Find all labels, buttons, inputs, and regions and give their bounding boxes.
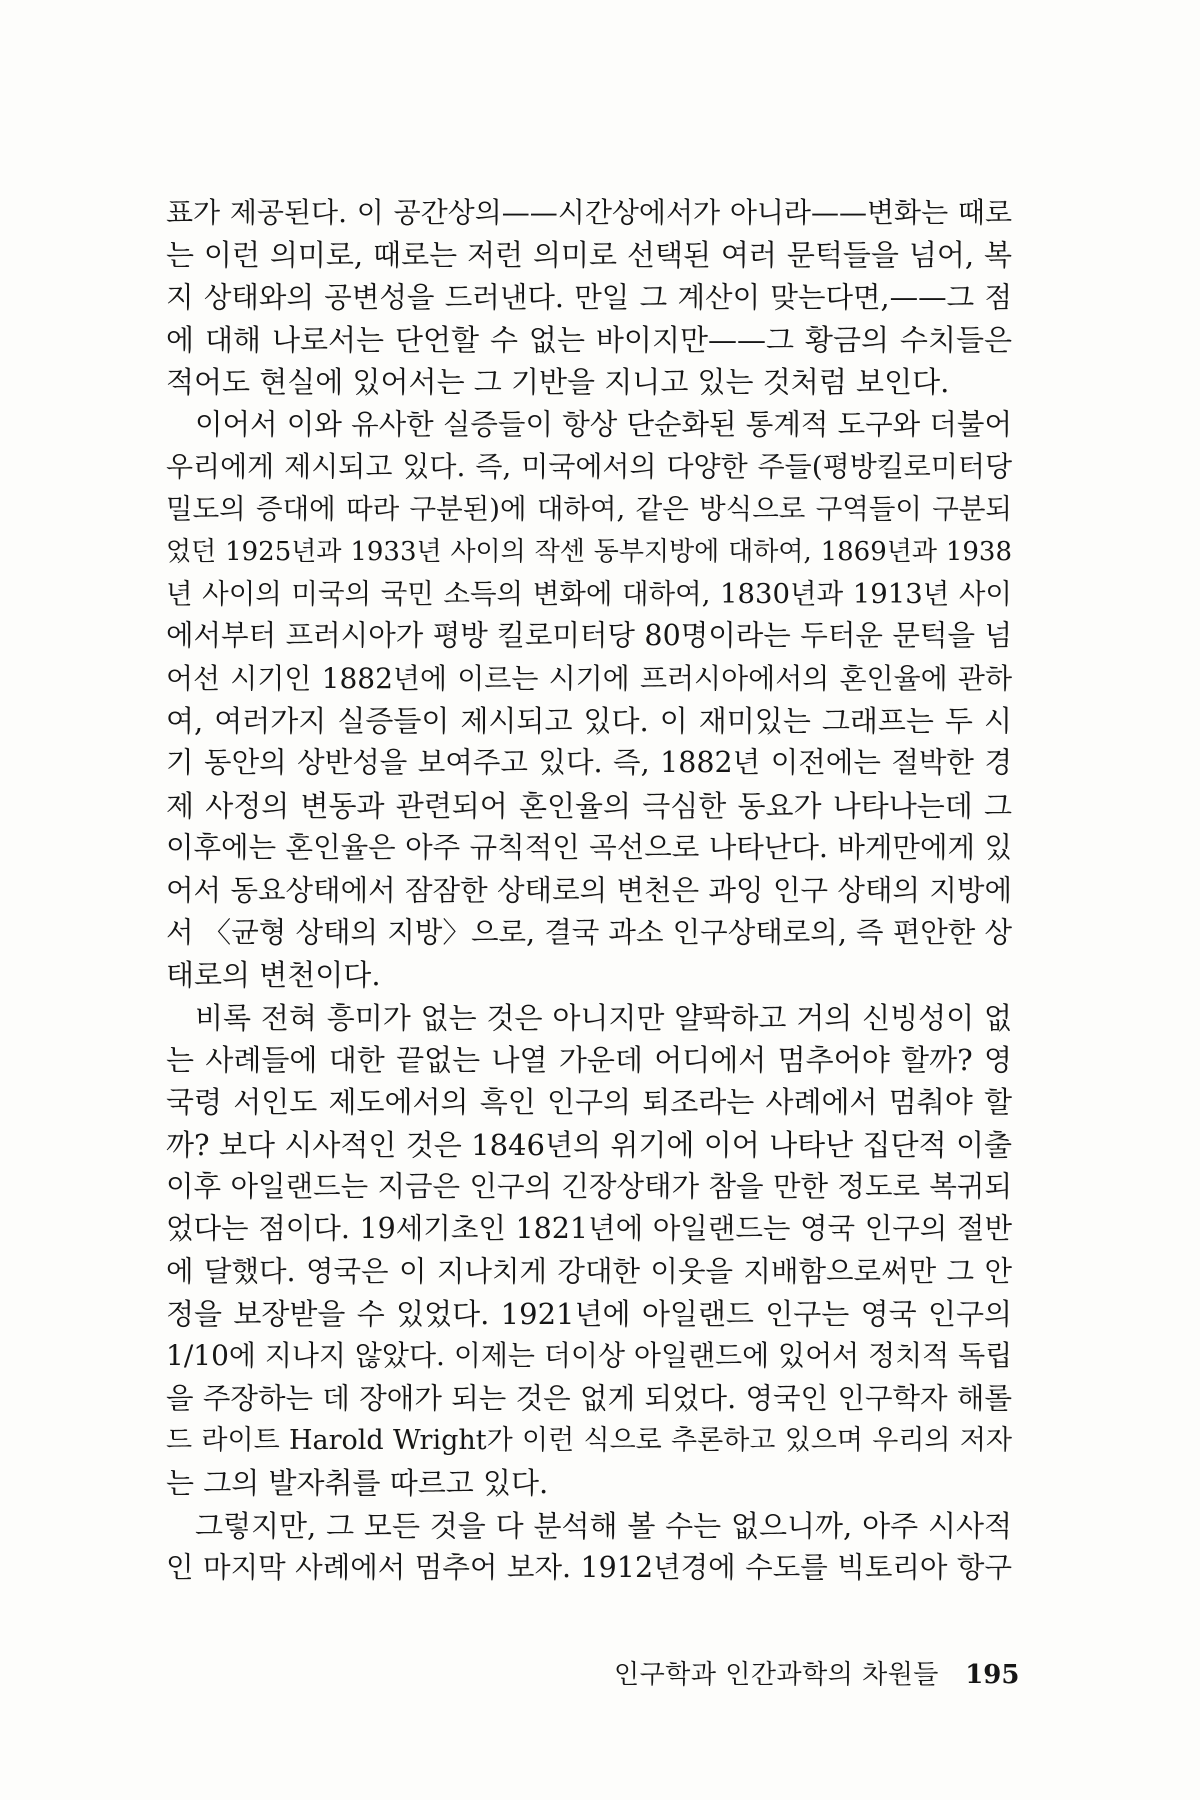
text-line: 밀도의 증대에 따라 구분된)에 대하여, 같은 방식으로 구역들이 구분되 — [166, 493, 1012, 526]
body-text — [166, 192, 1012, 1589]
text-line: 이후 아일랜드는 지금은 인구의 긴장상태가 참을 만한 정도로 복귀되 — [166, 1169, 1012, 1203]
text-line: 적어도 현실에 있어서는 그 기반을 지니고 있는 것처럼 보인다. — [166, 365, 950, 400]
text-line: 어선 시기인 1882년에 이르는 시기에 프러시아에서의 혼인율에 관하 — [166, 661, 1012, 695]
text-line: 표가 제공된다. 이 공간상의——시간상에서가 아니라——변화는 때로 — [166, 196, 1012, 229]
text-line: 까? 보다 시사적인 것은 1846년의 위기에 이어 나타난 집단적 이출 — [166, 1127, 1012, 1162]
text-line: 태로의 변천이다. — [166, 958, 381, 993]
text-line: 에 대해 나로서는 단언할 수 없는 바이지만——그 황금의 수치들은 — [166, 323, 1012, 358]
text-line: 제 사정의 변동과 관련되어 혼인율의 극심한 동요가 나타나는데 그 — [166, 788, 1012, 823]
text-line: 에 달했다. 영국은 이 지나치게 강대한 이웃을 지배함으로써만 그 안 — [166, 1254, 1012, 1288]
text-line: 는 사례들에 대한 끝없는 나열 가운데 어디에서 멈추어야 할까? 영 — [166, 1042, 1012, 1077]
text-line: 년 사이의 미국의 국민 소득의 변화에 대하여, 1830년과 1913년 사이 — [166, 578, 1012, 611]
text-line: 에서부터 프러시아가 평방 킬로미터당 80명이라는 두터운 문턱을 넘 — [166, 619, 1012, 653]
text-line: 인 마지막 사례에서 멈추어 보자. 1912년경에 수도를 빅토리아 항구 — [166, 1551, 1012, 1584]
text-line: 1/10에 지나지 않았다. 이제는 더이상 아일랜드에 있어서 정치적 독립 — [166, 1339, 1013, 1373]
page-number: 195 — [965, 1660, 1020, 1690]
text-line: 었다는 점이다. 19세기초인 1821년에 아일랜드는 영국 인구의 절반 — [166, 1212, 1012, 1246]
running-footer — [614, 1654, 1020, 1691]
text-line: 그렇지만, 그 모든 것을 다 분석해 볼 수는 없으니까, 아주 시사적 — [195, 1508, 1012, 1543]
text-line: 을 주장하는 데 장애가 되는 것은 없게 되었다. 영국인 인구학자 해롤 — [166, 1381, 1012, 1415]
text-line: 이후에는 혼인율은 아주 규칙적인 곡선으로 나타난다. 바게만에게 있 — [166, 831, 1012, 865]
text-line: 지 상태와의 공변성을 드러낸다. 만일 그 계산이 맞는다면,——그 점 — [166, 280, 1012, 314]
footer-title: 인구학과 인간과학의 차원들 — [614, 1660, 939, 1690]
text-line: 서 〈균형 상태의 지방〉으로, 결국 과소 인구상태로의, 즉 편안한 상 — [166, 915, 1012, 949]
text-line: 어서 동요상태에서 잠잠한 상태로의 변천은 과잉 인구 상태의 지방에 — [166, 873, 1012, 907]
text-line: 비록 전혀 흥미가 없는 것은 아니지만 얄팍하고 거의 신빙성이 없 — [195, 1000, 1012, 1035]
text-line: 국령 서인도 제도에서의 흑인 인구의 퇴조라는 사례에서 멈춰야 할 — [166, 1085, 1012, 1120]
text-line: 이어서 이와 유사한 실증들이 항상 단순화된 통계적 도구와 더불어 — [195, 407, 1012, 441]
text-line: 드 라이트 Harold Wright가 이런 식으로 추론하고 있으며 우리의 저자 — [166, 1424, 1012, 1456]
text-line: 우리에게 제시되고 있다. 즉, 미국에서의 다양한 주들(평방킬로미터당 — [166, 450, 1012, 484]
text-line: 는 이런 의미로, 때로는 저런 의미로 선택된 여러 문턱들을 넘어, 복 — [166, 238, 1012, 273]
text-line: 기 동안의 상반성을 보여주고 있다. 즉, 1882년 이전에는 절박한 경 — [166, 746, 1012, 780]
text-line: 여, 여러가지 실증들이 제시되고 있다. 이 재미있는 그래프는 두 시 — [166, 704, 1012, 739]
text-line: 는 그의 발자취를 따르고 있다. — [166, 1466, 549, 1501]
text-line: 정을 보장받을 수 있었다. 1921년에 아일랜드 인구는 영국 인구의 — [166, 1296, 1012, 1331]
text-line: 었던 1925년과 1933년 사이의 작센 동부지방에 대하여, 1869년과 1938 — [166, 536, 1012, 567]
